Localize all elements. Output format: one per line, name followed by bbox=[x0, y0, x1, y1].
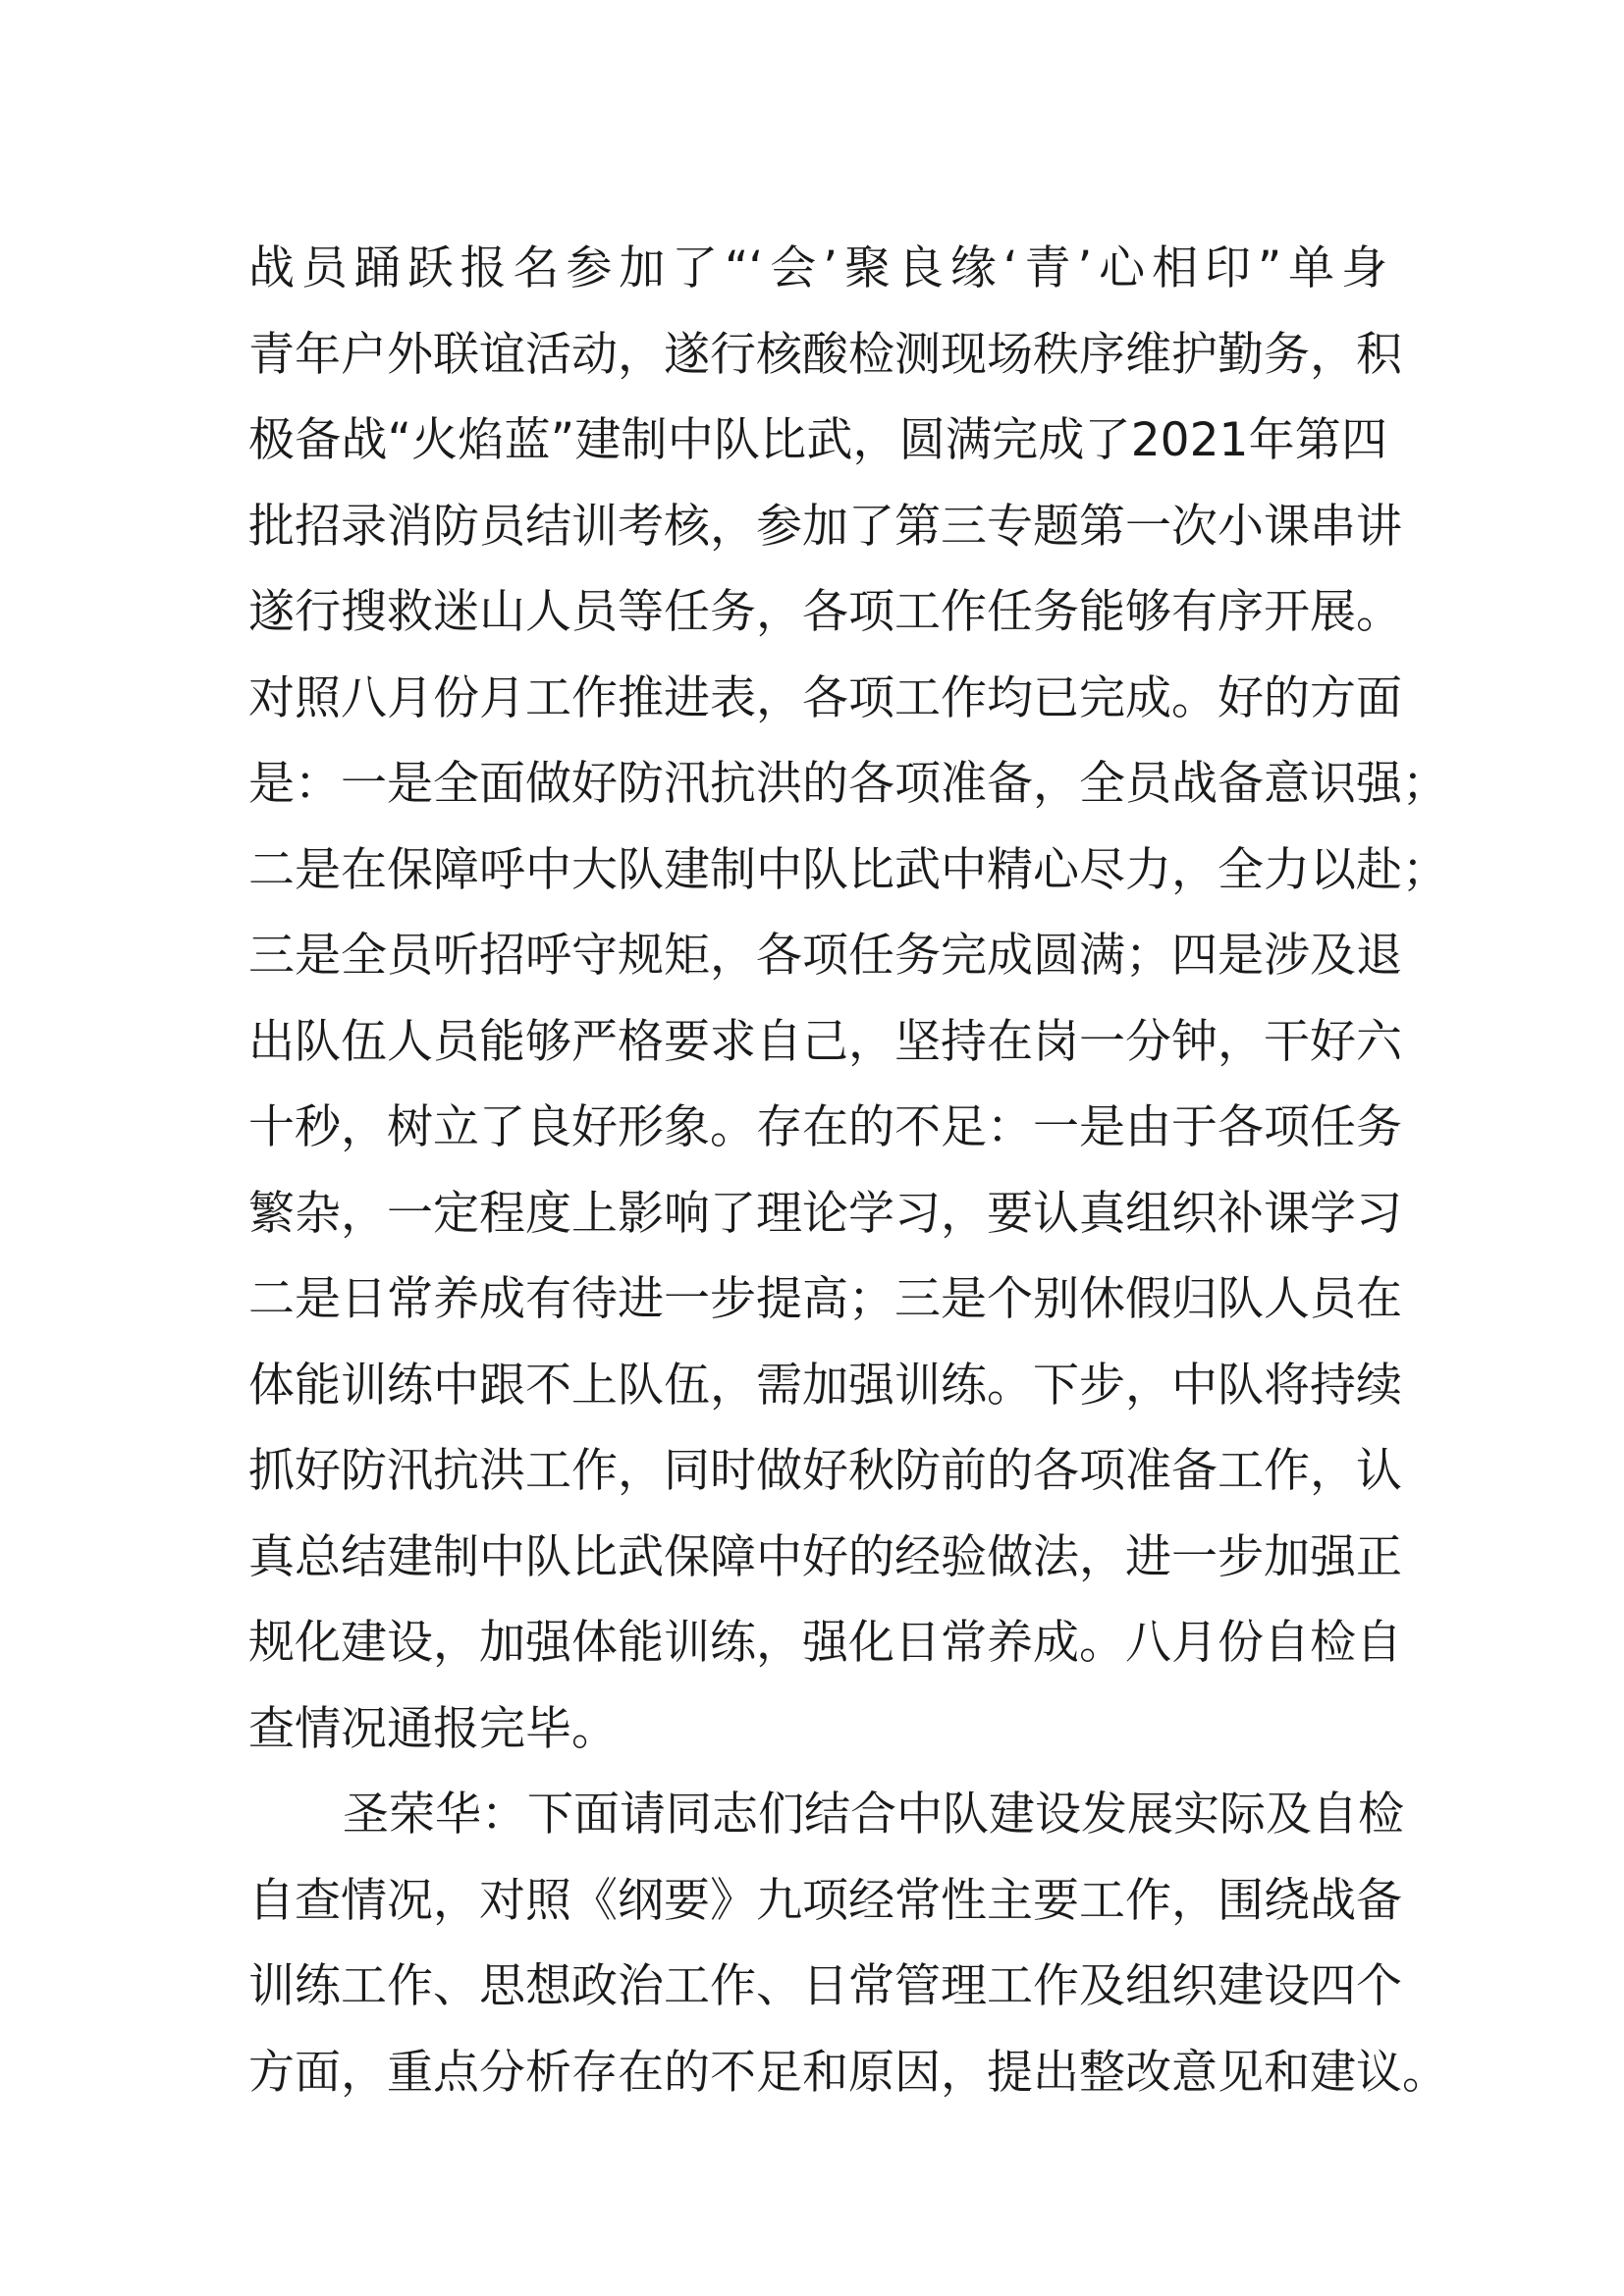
paragraph-2 bbox=[248, 1772, 1448, 2115]
text-line: 繁杂，一定程度上影响了理论学习，要认真组织补课学习 bbox=[248, 1186, 1402, 1241]
text-line: 二是日常养成有待进一步提高；三是个别休假归队人员在 bbox=[248, 1272, 1402, 1326]
text-line: 训练工作、思想政治工作、日常管理工作及组织建设四个 bbox=[248, 1959, 1402, 2013]
text-line: 批招录消防员结训考核，参加了第三专题第一次小课串讲 bbox=[248, 499, 1402, 554]
text-line: 遂行搜救迷山人员等任务，各项工作任务能够有序开展。 bbox=[248, 585, 1402, 639]
text-line: 对照八月份月工作推进表，各项工作均已完成。好的方面 bbox=[248, 670, 1402, 725]
text-line: 体能训练中跟不上队伍，需加强训练。下步，中队将持续 bbox=[248, 1358, 1402, 1413]
text-line: 查情况通报完毕。 bbox=[248, 1701, 618, 1756]
text-line: 真总结建制中队比武保障中好的经验做法，进一步加强正 bbox=[248, 1529, 1402, 1584]
text-line: 二是在保障呼中大队建制中队比武中精心尽力，全力以赴； bbox=[248, 842, 1448, 897]
text-line: 圣荣华：下面请同志们结合中队建设发展实际及自检 bbox=[343, 1788, 1404, 1842]
text-line: 抓好防汛抗洪工作，同时做好秋防前的各项准备工作，认 bbox=[248, 1444, 1402, 1498]
text-line: 极备战“火焰蓝”建制中队比武，圆满完成了2021年第四 bbox=[248, 413, 1387, 467]
paragraph-1 bbox=[248, 226, 1448, 1772]
text-line: 方面，重点分析存在的不足和原因，提出整改意见和建议。 bbox=[248, 2045, 1448, 2100]
text-line: 是：一是全面做好防汛抗洪的各项准备，全员战备意识强； bbox=[248, 757, 1448, 811]
text-line: 自查情况，对照《纲要》九项经常性主要工作，围绕战备 bbox=[248, 1873, 1402, 1928]
text-line: 出队伍人员能够严格要求自己，坚持在岗一分钟，干好六 bbox=[248, 1014, 1402, 1069]
text-line: 十秒，树立了良好形象。存在的不足：一是由于各项任务 bbox=[248, 1100, 1402, 1154]
text-line: 战员踊跃报名参加了“‘会’聚良缘‘青’心相印”单身 bbox=[248, 241, 1387, 295]
text-line: 三是全员听招呼守规矩，各项任务完成圆满；四是涉及退 bbox=[248, 929, 1402, 983]
text-line: 青年户外联谊活动，遂行核酸检测现场秩序维护勤务，积 bbox=[248, 327, 1402, 382]
document-body bbox=[248, 226, 1448, 2115]
text-line: 规化建设，加强体能训练，强化日常养成。八月份自检自 bbox=[248, 1616, 1402, 1670]
